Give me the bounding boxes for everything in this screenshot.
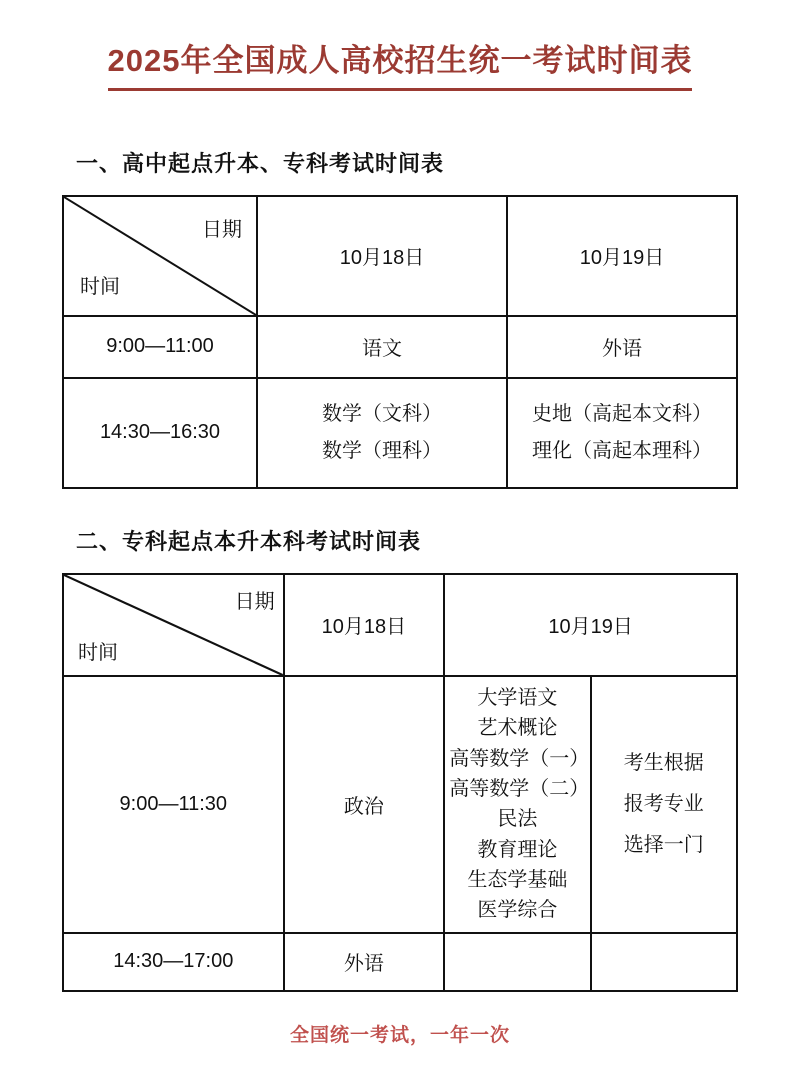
column-header-day2: 10月19日 <box>507 196 737 316</box>
cell-selection-note <box>591 676 737 933</box>
cell-subject-options <box>444 676 590 933</box>
cell-day1-morning: 政治 <box>284 676 445 933</box>
subject-line: 数学（文科） <box>322 402 442 425</box>
title-block <box>62 0 738 91</box>
row-time-afternoon: 14:30—16:30 <box>63 378 257 488</box>
table-row <box>63 676 737 933</box>
cell-empty-subjects <box>444 933 590 991</box>
section-2-heading: 二、专科起点本升本科考试时间表 <box>76 528 422 554</box>
footer-note: 全国统一考试，一年一次 <box>289 1024 510 1046</box>
header-time-label: 时间 <box>78 641 118 664</box>
row-time-morning: 9:00—11:30 <box>63 676 284 933</box>
table-row <box>63 933 737 991</box>
exam-table-gaoqi <box>62 195 738 489</box>
cell-day2-afternoon <box>507 378 737 488</box>
subject-line: 数学（理科） <box>322 439 442 462</box>
row-time-afternoon: 14:30—17:00 <box>63 933 284 991</box>
subject-line: 大学语文 <box>477 686 558 709</box>
subject-line: 史地（高起本文科） <box>532 402 712 425</box>
diagonal-header-cell <box>63 196 257 316</box>
cell-day1-morning: 语文 <box>257 316 507 378</box>
row-time-morning: 9:00—11:00 <box>63 316 257 378</box>
subject-line: 医学综合 <box>477 899 558 922</box>
header-date-label: 日期 <box>202 218 242 241</box>
cell-day1-afternoon: 外语 <box>284 933 445 991</box>
subject-line: 艺术概论 <box>477 717 558 740</box>
column-header-day1: 10月18日 <box>284 574 445 676</box>
subject-line: 教育理论 <box>477 838 558 861</box>
note-line: 考生根据 <box>623 751 704 774</box>
exam-table-zhuansheng <box>62 573 738 992</box>
subject-line: 民法 <box>497 808 538 831</box>
cell-empty-note <box>591 933 737 991</box>
column-header-day2: 10月19日 <box>444 574 737 676</box>
table-row <box>63 316 737 378</box>
cell-day2-morning: 外语 <box>507 316 737 378</box>
diagonal-header-cell <box>63 574 284 676</box>
column-header-day1: 10月18日 <box>257 196 507 316</box>
subject-line: 理化（高起本理科） <box>532 439 712 462</box>
note-line: 选择一门 <box>623 833 704 856</box>
page-title: 2025年全国成人高校招生统一考试时间表 <box>108 42 693 91</box>
table-header-row <box>63 196 737 316</box>
header-time-label: 时间 <box>80 275 120 298</box>
header-date-label: 日期 <box>234 590 275 613</box>
cell-day1-afternoon <box>257 378 507 488</box>
table-row <box>63 378 737 488</box>
subject-line: 生态学基础 <box>467 869 568 892</box>
subject-line: 高等数学（二） <box>449 777 590 800</box>
table-header-row <box>63 574 737 676</box>
note-line: 报考专业 <box>623 792 704 815</box>
section-1-heading: 一、高中起点升本、专科考试时间表 <box>76 150 445 176</box>
subject-line: 高等数学（一） <box>449 747 590 770</box>
